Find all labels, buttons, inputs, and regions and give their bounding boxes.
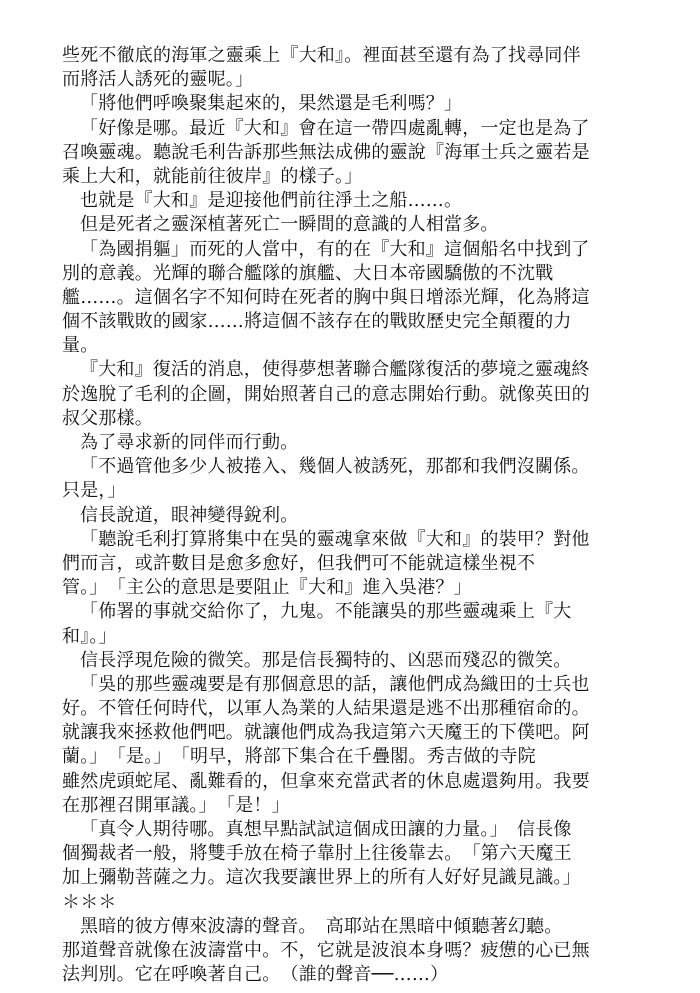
text-line: 召喚靈魂。聽說毛利告訴那些無法成佛的靈說『海軍士兵之靈若是 (62, 141, 590, 163)
text-line: 「為國捐軀」而死的人當中，有的在『大和』這個船名中找到了 (80, 238, 590, 260)
text-line: 「真令人期待哪。真想早點試試這個成田讓的力量。」 信長像 (80, 819, 572, 840)
text-line: 們而言，或許數目是愈多愈好，但我們可不能就這樣坐視不 (62, 552, 536, 574)
text-line: 管。」 「主公的意思是要阻止『大和』進入吳港？」 (62, 577, 472, 599)
text-line: 「好像是哪。最近『大和』會在這一帶四處亂轉，一定也是為了 (80, 117, 590, 139)
text-line: 好。不管任何時代，以軍人為業的人結果還是逃不出那種宿命的。 (62, 698, 590, 720)
text-line: 量。 (62, 335, 99, 357)
text-line: 於逸脫了毛利的企圖，開始照著自己的意志開始行動。就像英田的 (62, 383, 590, 405)
text-line: 雖然虎頭蛇尾、亂難看的，但拿來充當武者的休息處還夠用。我要 (62, 770, 590, 792)
text-line: 別的意義。光輝的聯合艦隊的旗艦、大日本帝國驕傲的不沈戰 (62, 262, 554, 284)
text-line: 那道聲音就像在波濤當中。不，它就是波浪本身嗎？疲憊的心已無 (62, 939, 590, 961)
text-line: 信長浮現危險的微笑。那是信長獨特的、凶惡而殘忍的微笑。 (80, 649, 572, 671)
text-line: 叔父那樣。 (62, 407, 153, 429)
document-body (62, 44, 632, 987)
text-line: 「佈署的事就交給你了，九鬼。不能讓吳的那些靈魂乘上『大 (80, 601, 572, 623)
text-line: 在那裡召開軍議。」 「是！」 (62, 794, 290, 816)
scene-break: ＊＊＊ (62, 891, 117, 913)
text-line: 「吳的那些靈魂要是有那個意思的話，讓他們成為織田的士兵也 (80, 673, 590, 695)
text-line: 些死不徹底的海軍之靈乘上『大和』。裡面甚至還有為了找尋同伴 (62, 45, 581, 66)
text-line: 「將他們呼喚聚集起來的，果然還是毛利嗎？」 (80, 93, 463, 115)
text-line: 只是，」 (62, 480, 126, 502)
text-line: 和』。」 (62, 625, 117, 647)
text-line: 法判別。它在呼喚著自己。 （誰的聲音──……） (62, 964, 449, 986)
text-line: 『大和』復活的消息，使得夢想著聯合艦隊復活的夢境之靈魂終 (80, 359, 590, 381)
text-line: 「聽說毛利打算將集中在吳的靈魂拿來做『大和』的裝甲？對他 (80, 528, 590, 550)
text-line: 個不該戰敗的國家……將這個不該存在的戰敗歷史完全顛覆的力 (62, 311, 572, 333)
text-line: 就讓我來拯救他們吧。就讓他們成為我這第六天魔王的下僕吧。阿 (62, 722, 590, 744)
text-line: 為了尋求新的同伴而行動。 (80, 432, 299, 453)
text-line: 乘上大和，就能前往彼岸』的樣子。」 (62, 165, 363, 187)
text-line: 而將活人誘死的靈呢。」 (62, 69, 254, 91)
text-line: 也就是『大和』是迎接他們前往淨土之船……。 (80, 190, 463, 212)
text-line: 艦……。這個名字不知何時在死者的胸中與日增添光輝，化為將這 (62, 286, 590, 308)
text-line: 黑暗的彼方傳來波濤的聲音。 高耶站在黑暗中傾聽著幻聽。 (80, 915, 563, 937)
text-line: 信長說道，眼神變得銳利。 (80, 504, 299, 526)
text-line: 個獨裁者一般，將雙手放在椅子靠肘上往後靠去。 「第六天魔王 (62, 843, 572, 865)
text-line: 但是死者之靈深植著死亡一瞬間的意識的人相當多。 (80, 214, 499, 236)
text-line: 加上彌勒菩薩之力。這次我要讓世界上的所有人好好見識見識。」 (62, 867, 581, 889)
text-line: 蘭。」 「是。」 「明早，將部下集合在千疊閣。秀吉做的寺院 (62, 746, 536, 768)
text-line: 「不過管他多少人被捲入、幾個人被誘死，那都和我們沒關係。 (80, 456, 590, 478)
